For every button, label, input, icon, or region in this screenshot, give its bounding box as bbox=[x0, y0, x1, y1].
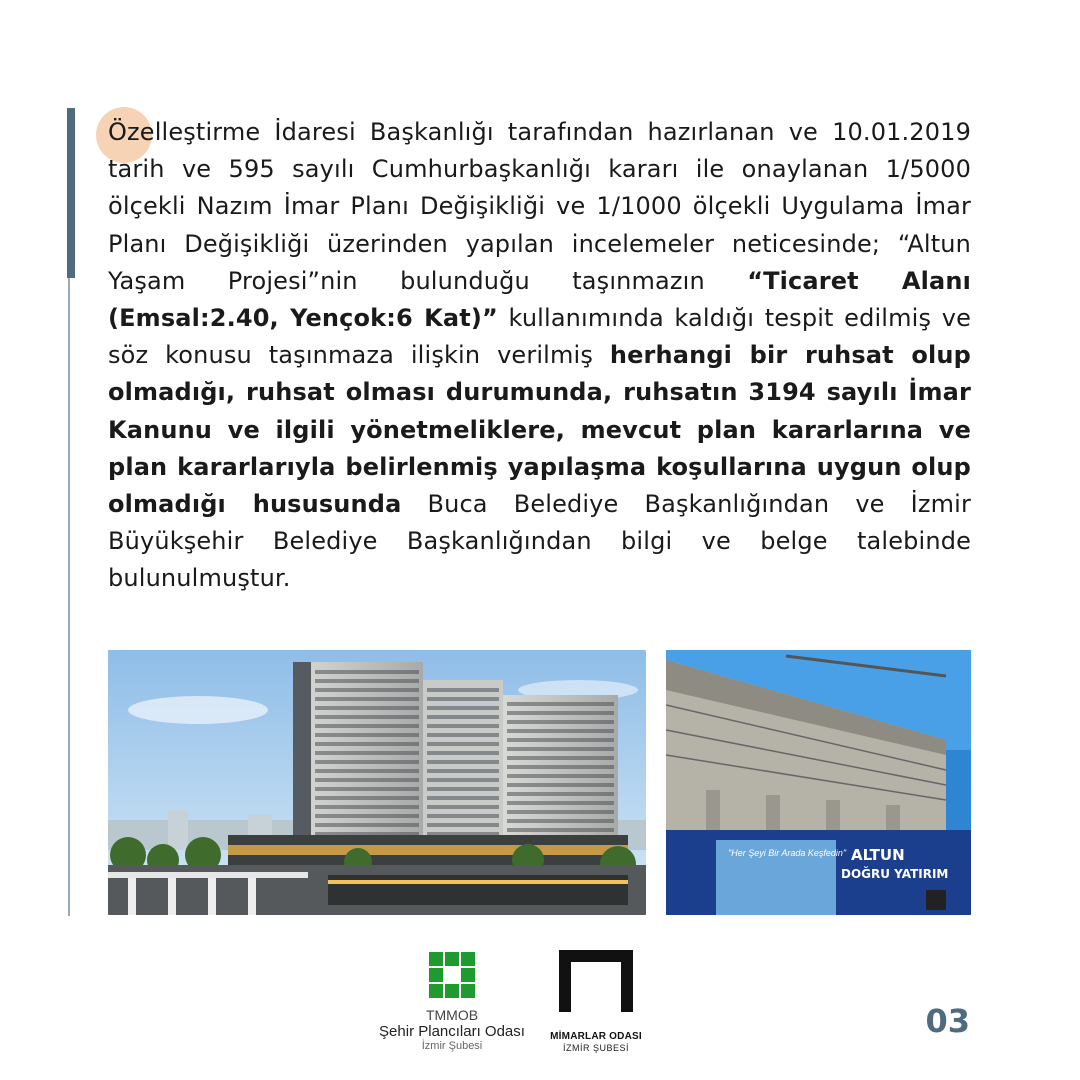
construction-site-photo bbox=[666, 650, 971, 915]
spo-org-name: TMMOB bbox=[425, 1007, 479, 1023]
spo-branch-name: İzmir Şubesi bbox=[421, 1040, 483, 1052]
spo-logo bbox=[366, 952, 538, 1062]
mo-bracket-mark bbox=[559, 950, 633, 1012]
spo-grid-mark bbox=[429, 952, 475, 998]
paragraph-bold-1: “Ticaret Alanı (Emsal:2.40, Yençok:6 Kat)” bbox=[108, 266, 971, 333]
banner-slogan: "Her Şeyi Bir Arada Keşfedin" bbox=[728, 848, 847, 858]
banner-headline: DOĞRU YATIRIM bbox=[841, 867, 949, 881]
left-divider-line bbox=[68, 278, 70, 916]
banner-brand: ALTUN bbox=[851, 846, 905, 864]
mo-org-name: MİMARLAR ODASI bbox=[550, 1031, 642, 1042]
paragraph-text-2: kullanımında kaldığı tespit edilmiş ve söz konusu taşınmaza ilişkin verilmiş bbox=[108, 304, 971, 370]
paragraph-text-3: Buca Belediye Başkanlığından ve İzmir Büyükşehir Belediye Başkanlığından bilgi ve belge talebinde bulunulmuştur. bbox=[108, 490, 971, 593]
spo-chamber-name: Şehir Plancıları Odası bbox=[379, 1023, 525, 1040]
mo-branch-name: İZMİR ŞUBESİ bbox=[562, 1043, 629, 1053]
project-rendering-photo bbox=[108, 650, 646, 915]
paragraph-text-1: Özelleştirme İdaresi Başkanlığı tarafından hazırlanan ve 10.01.2019 tarih ve 595 sayılı Cumhurbaşkanlığı kararı ile onaylanan 1/5000 ölçekli Nazım İmar Planı Değişikliği ve 1/1000 ölçekli Uygulama İmar Planı Değişikliği üzerinden yapılan incelemeler neticesinde; “Altun Yaşam Projesi”nin bulunduğu taşınmazın bbox=[108, 118, 971, 295]
body-paragraph bbox=[108, 114, 971, 598]
mimarlar-odasi-logo bbox=[546, 950, 646, 1070]
left-accent-bar bbox=[67, 108, 75, 278]
paragraph-bold-2: herhangi bir ruhsat olup olmadığı, ruhsat olması durumunda, ruhsatın 3194 sayılı İmar Kanunu ve ilgili yönetmeliklere, mevcut plan kararlarına ve plan kararlarıyla belirlenmiş yapılaşma koşullarına uygun olup olmadığı hususunda bbox=[108, 341, 971, 519]
page-number: 03 bbox=[925, 1002, 970, 1040]
